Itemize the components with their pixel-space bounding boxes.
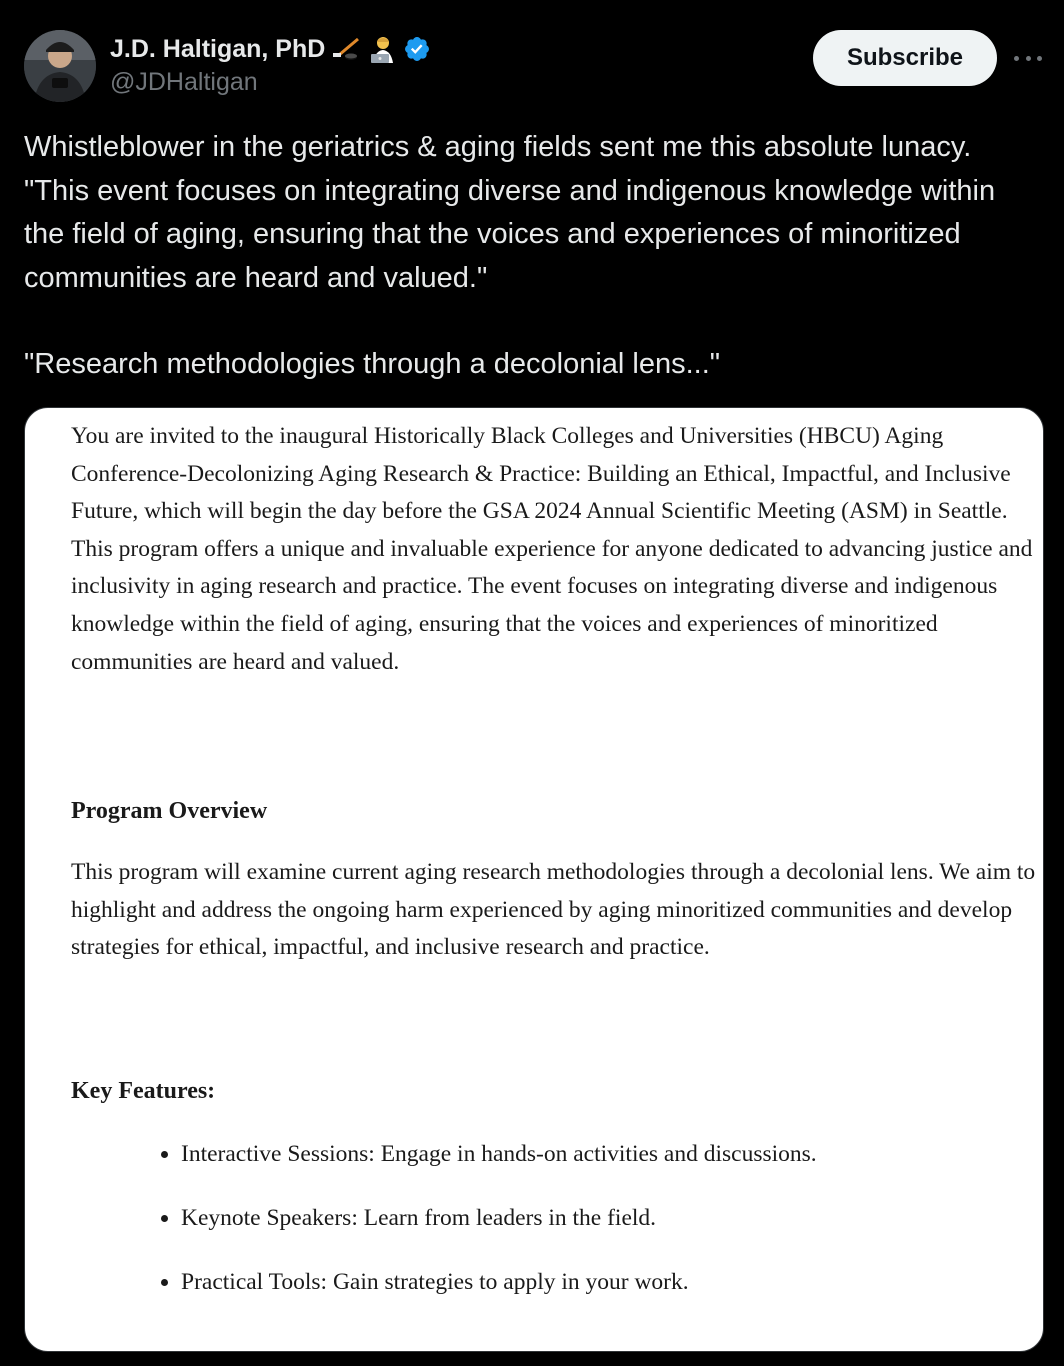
overview-text: This program will examine current aging research methodologies through a decolonial lens. We aim to highlight and address the ongoing harm experienced by aging minoritized communities and develop strategies for ethical, impactful, and inclusive research and practice.: [71, 859, 1036, 961]
features-list: [71, 1136, 1041, 1301]
dot: [1026, 56, 1031, 61]
post-image[interactable]: [24, 407, 1044, 1352]
document-screenshot: [71, 418, 1041, 1328]
display-name-row: [110, 32, 431, 66]
spacer: [71, 967, 1041, 1073]
post-paragraph: Whistleblower in the geriatrics & aging fields sent me this absolute lunacy. "This event focuses on integrating diverse and indigenous knowledge within the field of aging, ensuring that the voices and experiences of minoritized communities are heard and valued.": [24, 131, 996, 294]
spacer: [71, 830, 1041, 854]
author-block: [110, 32, 431, 97]
spacer: [71, 1110, 1041, 1136]
verified-badge-icon[interactable]: [403, 35, 431, 63]
more-options-icon[interactable]: [1014, 48, 1042, 68]
feature-item: Practical Tools: Gain strategies to apply in your work.: [181, 1264, 1041, 1301]
feature-item: Keynote Speakers: Learn from leaders in the field.: [181, 1200, 1041, 1237]
dot: [1037, 56, 1042, 61]
dot: [1014, 56, 1019, 61]
post-text: [24, 126, 1034, 387]
avatar[interactable]: [24, 30, 96, 102]
display-name[interactable]: J.D. Haltigan, PhD: [110, 34, 326, 63]
avatar-image: [24, 30, 96, 102]
spacer: [71, 681, 1041, 793]
features-heading: Key Features:: [71, 1077, 216, 1104]
overview-heading: Program Overview: [71, 798, 268, 825]
post-paragraph: "Research methodologies through a decolonial lens...": [24, 348, 721, 380]
document-intro: You are invited to the inaugural Historically Black Colleges and Universities (HBCU) Aging Conference-Decolonizing Aging Research & Practice: Building an Ethical, Impactful, and Inclusive Future, which will begin the day before the GSA 2024 Annual Scientific Meeting (ASM) in Seattle. This program offers a unique and invaluable experience for anyone dedicated to advancing justice and inclusivity in aging research and practice. The event focuses on integrating diverse and indigenous knowledge within the field of aging, ensuring that the voices and experiences of minoritized communities are heard and valued.: [71, 423, 1033, 675]
technologist-emoji-icon: [367, 35, 397, 63]
subscribe-button[interactable]: Subscribe: [813, 30, 997, 86]
author-handle[interactable]: @JDHaltigan: [110, 68, 258, 96]
feature-item: Interactive Sessions: Engage in hands-on activities and discussions.: [181, 1136, 1041, 1173]
ice-hockey-emoji-icon: [331, 35, 361, 63]
post-header: [24, 28, 1040, 104]
